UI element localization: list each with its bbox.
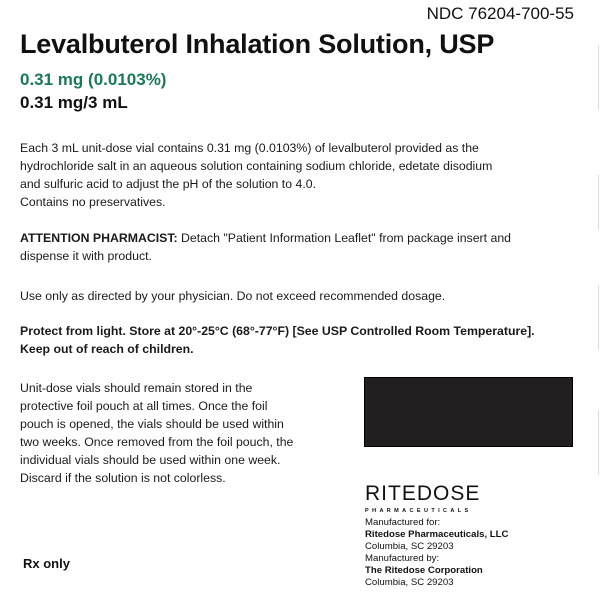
vial-instruction-line: Unit-dose vials should remain stored in the xyxy=(20,381,253,395)
storage-paragraph xyxy=(20,322,590,358)
edge-line xyxy=(598,175,599,230)
description-line: Each 3 mL unit-dose vial contains 0.31 mg (0.0103%) of levalbuterol provided as the xyxy=(20,141,479,155)
manufactured-by-name: The Ritedose Corporation xyxy=(365,565,483,576)
ndc-number: NDC 76204-700-55 xyxy=(426,4,574,23)
vial-instruction-line: individual vials should be used within one week. xyxy=(20,453,281,467)
vial-instruction-line: protective foil pouch at all times. Once the foil xyxy=(20,399,268,413)
rx-only-label: Rx only xyxy=(23,556,70,571)
attention-text: dispense it with product. xyxy=(20,249,152,263)
edge-line xyxy=(598,45,599,110)
vial-instructions xyxy=(20,379,320,487)
attention-text: Detach "Patient Information Leaflet" from package insert and xyxy=(177,231,511,245)
ritedose-logo-subtitle: PHARMACEUTICALS xyxy=(365,508,472,514)
manufactured-for-label: Manufactured for: xyxy=(365,517,441,528)
vial-instruction-line: pouch is opened, the vials should be used within xyxy=(20,417,284,431)
usage-note: Use only as directed by your physician. Do not exceed recommended dosage. xyxy=(20,289,446,303)
preservatives-note: Contains no preservatives. xyxy=(20,195,166,209)
strength-percent: 0.31 mg (0.0103%) xyxy=(20,70,167,89)
vial-instruction-line: Discard if the solution is not colorless. xyxy=(20,471,226,485)
storage-line: Protect from light. Store at 20°-25°C (68°-77°F) [See USP Controlled Room Temperature]. xyxy=(20,324,535,338)
manufactured-for-name: Ritedose Pharmaceuticals, LLC xyxy=(365,529,509,540)
children-warning: Keep out of reach of children. xyxy=(20,342,194,356)
barcode-placeholder-box xyxy=(364,377,573,447)
product-title: Levalbuterol Inhalation Solution, USP xyxy=(20,29,495,59)
edge-line xyxy=(598,285,599,350)
manufactured-by-address: Columbia, SC 29203 xyxy=(365,577,454,588)
description-line: hydrochloride salt in an aqueous solution containing sodium chloride, edetate disodium xyxy=(20,159,493,173)
description-paragraph xyxy=(20,139,590,211)
manufactured-for-address: Columbia, SC 29203 xyxy=(365,541,454,552)
vial-instruction-line: two weeks. Once removed from the foil pouch, the xyxy=(20,435,294,449)
attention-paragraph xyxy=(20,229,590,265)
ritedose-logo: RITEDOSE xyxy=(365,482,481,505)
description-line: and sulfuric acid to adjust the pH of the solution to 4.0. xyxy=(20,177,316,191)
concentration: 0.31 mg/3 mL xyxy=(20,93,128,112)
manufactured-by-label: Manufactured by: xyxy=(365,553,440,564)
edge-line xyxy=(598,410,599,475)
attention-heading: ATTENTION PHARMACIST: xyxy=(20,231,178,245)
